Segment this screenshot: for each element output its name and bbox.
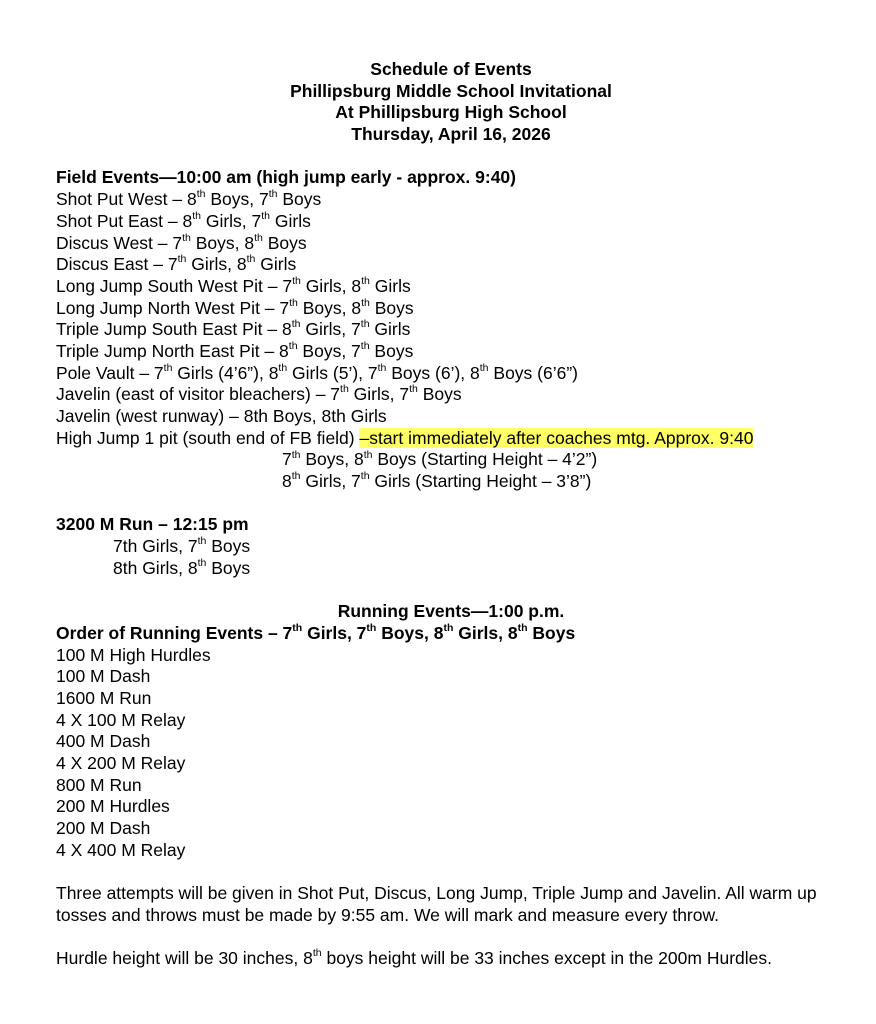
field-event-javelin-east: Javelin (east of visitor bleachers) – 7th Girls, 7th Boys (56, 383, 462, 405)
running-event: 1600 M Run (56, 687, 152, 708)
field-event-high-jump: High Jump 1 pit (south end of FB field) –start immediately after coaches mtg. Approx. 9:40 (56, 427, 754, 448)
field-event-discus-east: Discus East – 7th Girls, 8th Girls (56, 253, 297, 275)
field-events-heading: Field Events—10:00 am (high jump early - approx. 9:40) (56, 167, 516, 188)
field-event-discus-west: Discus West – 7th Boys, 8th Boys (56, 231, 307, 253)
field-event-triple-jump-ne: Triple Jump North East Pit – 8th Boys, 7th Boys (56, 340, 414, 361)
field-event-pole-vault: Pole Vault – 7th Girls (4’6”), 8th Girls (5’), 7th Boys (6’), 8th Boys (6’6”) (56, 361, 578, 383)
document-page (56, 59, 856, 970)
field-event-shot-put-east: Shot Put East – 8th Girls, 7th Girls (56, 209, 311, 231)
venue: At Phillipsburg High School (335, 102, 567, 123)
field-event-triple-jump-se: Triple Jump South East Pit – 8th Girls, 7th Girls (56, 318, 411, 340)
field-event-shot-put-west: Shot Put West – 8th Boys, 7th Boys (56, 188, 322, 210)
running-events-heading: Running Events—1:00 p.m. (337, 601, 565, 622)
event-name: Phillipsburg Middle School Invitational (290, 80, 612, 101)
running-event: 4 X 100 M Relay (56, 709, 186, 730)
high-jump-girls-heights: 8th Girls, 7th Girls (Starting Height – 3’8”) (282, 470, 592, 492)
spacer (56, 927, 856, 949)
running-event: 100 M High Hurdles (56, 644, 211, 665)
event-date: Thursday, April 16, 2026 (351, 124, 551, 145)
spacer (56, 861, 856, 883)
run-3200-heat-8th: 8th Girls, 8th Boys (113, 556, 251, 578)
run-3200-heading: 3200 M Run – 12:15 pm (56, 514, 249, 535)
field-event-long-jump-nw: Long Jump North West Pit – 7th Boys, 8th Boys (56, 296, 414, 318)
high-jump-boys-heights: 7th Boys, 8th Boys (Starting Height – 4’2”) (282, 448, 598, 470)
doc-title: Schedule of Events (370, 59, 532, 79)
running-event: 200 M Hurdles (56, 796, 170, 817)
running-order: Order of Running Events – 7th Girls, 7th Boys, 8th Girls, 8th Boys (56, 622, 576, 643)
run-3200-heat-7th: 7th Girls, 7th Boys (113, 535, 251, 557)
spacer (56, 146, 856, 168)
field-event-long-jump-sw: Long Jump South West Pit – 7th Girls, 8th Girls (56, 275, 411, 296)
running-event: 4 X 400 M Relay (56, 839, 186, 860)
running-event: 400 M Dash (56, 731, 151, 752)
attempts-note: Three attempts will be given in Shot Put, Discus, Long Jump, Triple Jump and Javelin. All warm up tosses and throws must be made by 9:55 am. We will mark and measure every throw. (56, 883, 817, 925)
hurdle-height-note: Hurdle height will be 30 inches, 8th boys height will be 33 inches except in the 200m Hurdles. (56, 947, 772, 969)
running-event: 100 M Dash (56, 666, 151, 687)
running-event: 200 M Dash (56, 818, 151, 839)
spacer (56, 580, 856, 602)
running-event: 4 X 200 M Relay (56, 753, 186, 773)
spacer (56, 493, 856, 515)
highlighted-note: –start immediately after coaches mtg. Approx. 9:40 (359, 427, 754, 448)
running-event: 800 M Run (56, 774, 142, 795)
field-event-javelin-west: Javelin (west runway) – 8th Boys, 8th Girls (56, 406, 387, 426)
